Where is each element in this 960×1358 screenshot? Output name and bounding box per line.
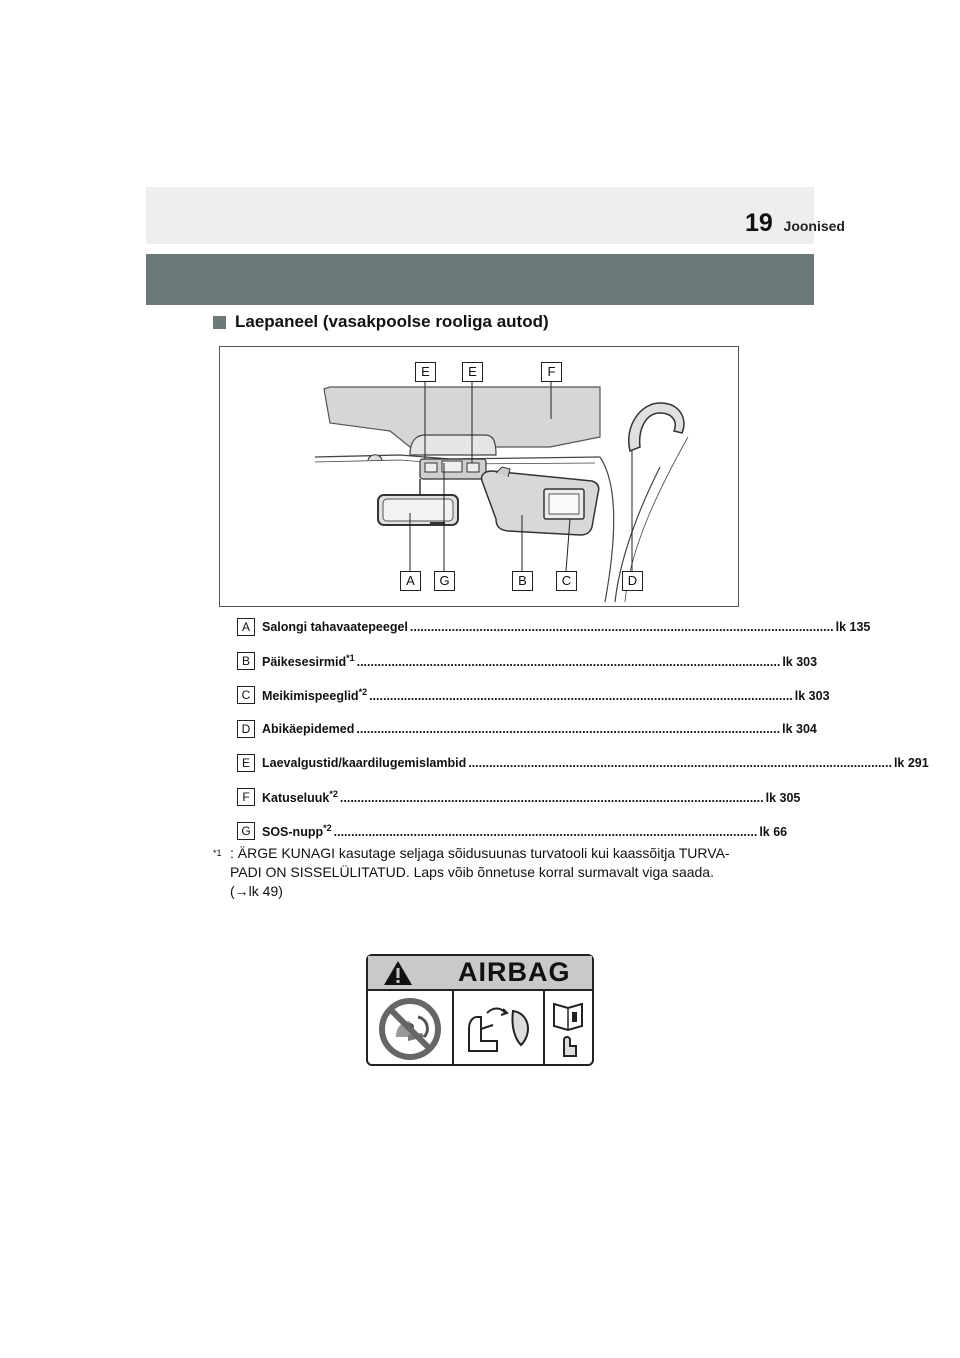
legend-item: G SOS-nupp$^{*2}$ .......................................................................................................................... lk 66 <box>237 821 737 841</box>
footnote-text: : ÄRGE KUNAGI kasutage seljaga sõidusuunas turvatooli kui kaassõitja TURVA-PADI ON SISSELÜLITATUD. Laps võib õnnetuse korral surmavalt viga saada. <box>230 845 730 880</box>
airbag-label-panels <box>368 991 592 1066</box>
legend-label: Salongi tahavaatepeegel <box>262 620 408 634</box>
legend-key: F <box>237 788 255 806</box>
legend-page-ref: lk 303 <box>782 655 818 670</box>
callout-f: F <box>541 362 562 382</box>
legend-key: A <box>237 618 255 636</box>
legend-page-ref: lk 135 <box>835 620 871 634</box>
chapter-band <box>146 254 814 305</box>
callout-c: C <box>556 571 577 591</box>
legend-key: C <box>237 686 255 704</box>
airbag-word: AIRBAG <box>458 957 571 987</box>
legend-item: D Abikäepidemed .......................................................................................................................... lk 304 <box>237 719 737 739</box>
callout-b: B <box>512 571 533 591</box>
header-band <box>146 187 814 244</box>
legend-key: B <box>237 652 255 670</box>
no-rear-facing-child-seat-icon <box>368 991 454 1066</box>
legend-item: B Päikesesirmid$^{*1}$ .......................................................................................................................... lk 303 <box>237 651 737 671</box>
legend-page-ref: lk 303 <box>794 689 830 704</box>
overhead-console-figure <box>219 346 739 607</box>
legend-page-ref: lk 304 <box>782 722 817 736</box>
read-manual-icon <box>545 991 592 1066</box>
page-number: 19 <box>745 209 773 237</box>
legend-label: Katuseluuk <box>262 791 330 806</box>
legend-item: C Meikimispeeglid$^{*2}$ .......................................................................................................................... lk 303 <box>237 685 737 705</box>
callout-e-2: E <box>462 362 483 382</box>
legend-page-ref: lk 291 <box>893 756 929 770</box>
section-title <box>213 312 549 332</box>
legend-footnote-mark: *2 <box>358 686 368 697</box>
legend-page-ref: lk 66 <box>759 825 788 840</box>
callout-d: D <box>622 571 643 591</box>
legend-page-ref: lk 305 <box>765 791 801 806</box>
legend-label: Abikäepidemed <box>262 722 355 736</box>
square-bullet-icon <box>213 316 226 329</box>
footnote-page-ref: (→lk 49) <box>230 883 283 899</box>
legend-label: Päikesesirmid <box>262 655 347 670</box>
legend-label: Meikimispeeglid <box>262 689 359 704</box>
footnote-marker: *1 <box>213 848 222 858</box>
section-title-text: Laepaneel (vasakpoolse rooliga autod) <box>235 312 549 331</box>
callout-a: A <box>400 571 421 591</box>
legend-key: D <box>237 720 255 738</box>
airbag-deploy-seat-icon <box>454 991 544 1066</box>
callout-e-1: E <box>415 362 436 382</box>
overhead-console-illustration <box>220 347 738 606</box>
warning-triangle-icon <box>368 956 428 989</box>
legend-label: SOS-nupp <box>262 825 324 840</box>
footnote <box>213 844 748 901</box>
legend-item: A Salongi tahavaatepeegel .......................................................................................................................... lk 135 <box>237 617 737 637</box>
legend-footnote-mark: *2 <box>329 788 338 799</box>
airbag-warning-label <box>366 954 594 1066</box>
legend-key: G <box>237 822 255 840</box>
callout-g: G <box>434 571 455 591</box>
legend-item: F Katuseluuk$^{*2}$ .......................................................................................................................... lk 305 <box>237 787 737 807</box>
legend-key: E <box>237 754 255 772</box>
legend-item: E Laevalgustid/kaardilugemislambid .......................................................................................................................... lk 291 <box>237 753 737 773</box>
airbag-label-header <box>368 956 592 991</box>
legend-footnote-mark: *1 <box>346 652 355 663</box>
legend-footnote-mark: *2 <box>323 822 332 833</box>
section-name: Joonised <box>783 218 845 234</box>
legend-label: Laevalgustid/kaardilugemislambid <box>262 756 467 770</box>
